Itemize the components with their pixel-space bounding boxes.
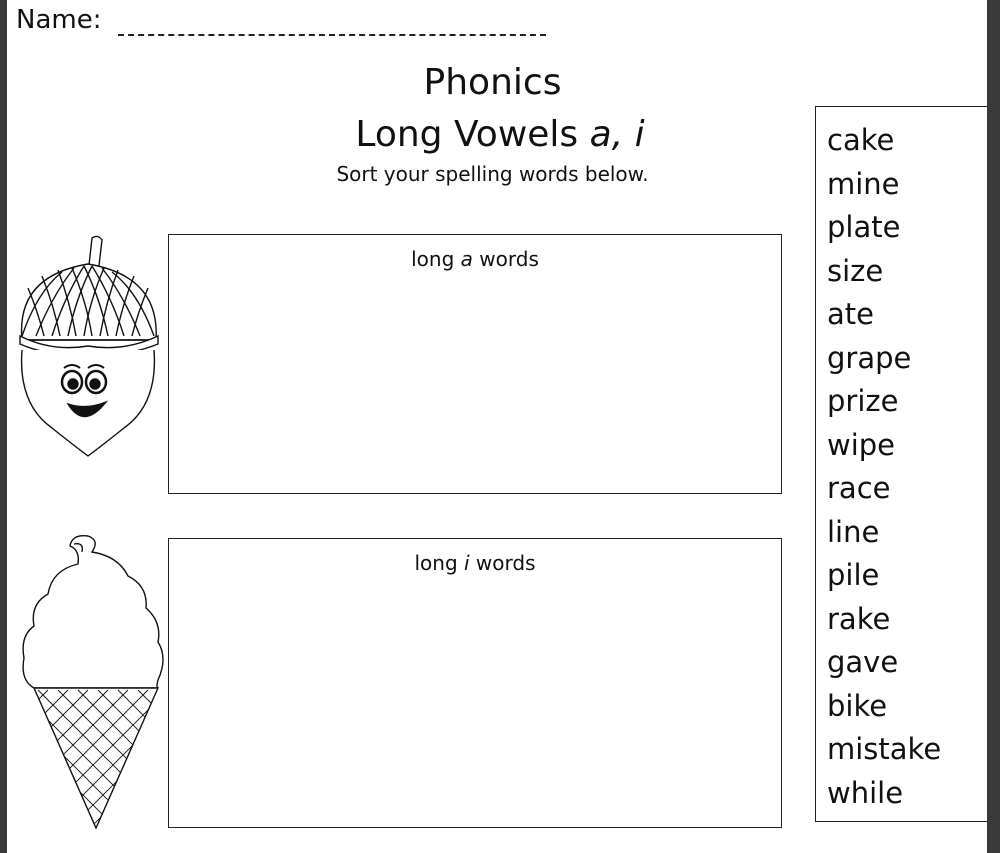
name-blank-line — [118, 34, 546, 36]
long-i-label — [169, 551, 781, 575]
subtitle-letters: a, i — [589, 114, 645, 155]
acorn-icon — [12, 232, 164, 462]
long-i-label-suffix: words — [475, 551, 536, 575]
page-title: Phonics — [423, 62, 562, 103]
word-bank-item[interactable]: size — [827, 253, 884, 288]
page-subtitle — [330, 114, 670, 155]
word-bank-item[interactable]: cake — [827, 123, 895, 157]
long-i-label-letter: i — [464, 551, 470, 575]
page-edge-right — [987, 0, 1000, 853]
word-bank-item[interactable]: grape — [827, 340, 912, 375]
long-a-words-box[interactable] — [168, 234, 782, 494]
word-bank-item[interactable]: mistake — [827, 732, 942, 766]
word-bank-item[interactable]: prize — [827, 384, 899, 418]
page-edge-left — [0, 0, 7, 853]
long-a-label-letter: a — [460, 247, 473, 271]
instructions: Sort your spelling words below. — [336, 162, 649, 186]
word-bank-item[interactable]: plate — [827, 210, 901, 244]
word-bank-item[interactable]: while — [827, 775, 904, 810]
word-bank-item[interactable]: wipe — [827, 427, 896, 462]
subtitle-text: Long Vowels — [355, 114, 579, 155]
word-bank — [815, 106, 987, 822]
word-bank-item[interactable]: pile — [827, 558, 880, 592]
word-bank-item[interactable]: gave — [827, 645, 899, 679]
long-a-label — [169, 247, 781, 271]
word-bank-item[interactable]: rake — [827, 601, 891, 636]
word-bank-item[interactable]: race — [827, 471, 891, 505]
long-i-words-box[interactable] — [168, 538, 782, 828]
long-a-label-suffix: words — [479, 247, 539, 271]
ice-cream-cone-icon — [18, 530, 168, 830]
long-i-label-prefix: long — [414, 551, 458, 575]
word-bank-item[interactable]: bike — [827, 688, 888, 723]
word-bank-item[interactable]: mine — [827, 166, 900, 201]
long-a-label-prefix: long — [411, 247, 455, 271]
name-label: Name: — [16, 5, 102, 35]
word-bank-item[interactable]: line — [827, 514, 880, 549]
word-bank-item[interactable]: ate — [827, 297, 874, 331]
